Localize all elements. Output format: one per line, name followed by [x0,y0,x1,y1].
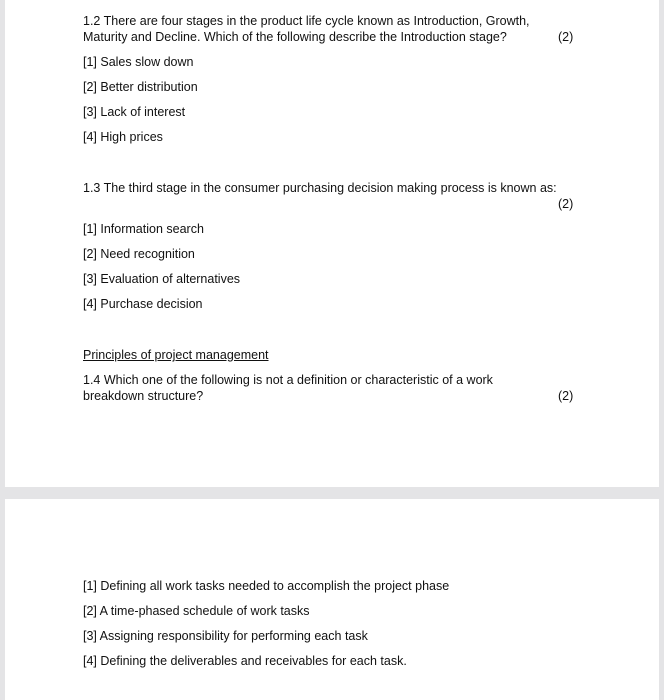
question-1-3-marks: (2) [558,197,574,211]
question-1-4-marks: (2) [558,389,574,403]
q1-2-option-3: [3] Lack of interest [83,105,186,119]
q1-4-option-2: [2] A time-phased schedule of work tasks [83,604,310,618]
q1-4-option-3: [3] Assigning responsibility for performing each task [83,629,368,643]
q1-2-option-1: [1] Sales slow down [83,55,194,69]
question-1-4-text: 1.4 Which one of the following is not a definition or characteristic of a work breakdown structure? [83,373,493,403]
q1-4-option-1: [1] Defining all work tasks needed to accomplish the project phase [83,579,450,593]
q1-2-option-4: [4] High prices [83,130,163,144]
document-page-1 [5,0,659,487]
section-heading: Principles of project management [83,348,269,362]
question-1-2-text: 1.2 There are four stages in the product life cycle known as Introduction, Growth, Maturity and Decline. Which of the following describe the Introduction stage? [83,14,530,44]
q1-2-option-2: [2] Better distribution [83,80,198,94]
document-page-2 [5,499,659,700]
q1-3-option-2: [2] Need recognition [83,247,195,261]
question-1-3-text: 1.3 The third stage in the consumer purchasing decision making process is known as: [83,181,557,195]
q1-3-option-3: [3] Evaluation of alternatives [83,272,241,286]
q1-4-option-4: [4] Defining the deliverables and receivables for each task. [83,654,407,668]
q1-3-option-4: [4] Purchase decision [83,297,203,311]
q1-3-option-1: [1] Information search [83,222,204,236]
question-1-2-marks: (2) [558,30,574,44]
